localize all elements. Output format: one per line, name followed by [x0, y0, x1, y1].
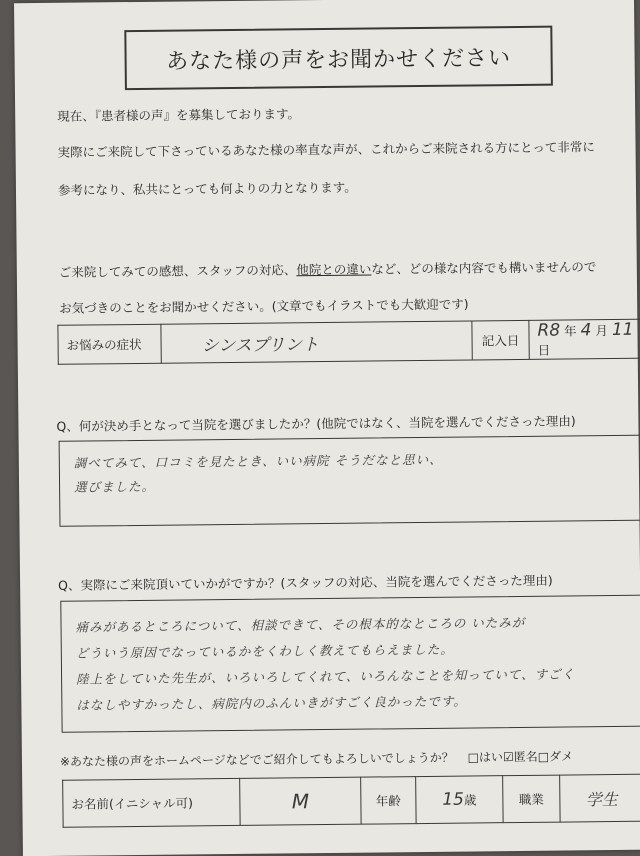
date-day: 11: [611, 319, 634, 341]
answer-2-line-1: 痛みがあるところについて、相談できて、その根本的なところの いたみが: [75, 614, 526, 635]
request-line-1: [59, 257, 597, 281]
request-underlined: 他院との違い: [296, 261, 372, 278]
name-value[interactable]: M: [240, 777, 361, 825]
consent-anon-checkbox[interactable]: ☑匿名: [502, 749, 538, 765]
symptom-date-row: [57, 319, 640, 365]
intro-line-1: 現在、『患者様の声』を募集しております。: [57, 106, 301, 124]
intro-line-2: 実際にご来院して下さっているあなた様の率直な声が、これからご来院される方にとって非常に: [57, 139, 595, 160]
consent-line: [60, 747, 573, 769]
date-day-unit: 日: [537, 342, 551, 358]
answer-1-line-2: 選びました。: [74, 478, 156, 495]
question-2: Q、実際にご来院頂いていかがですか？(スタッフの対応、当院を選んでくださった理由): [58, 572, 553, 593]
symptom-value[interactable]: シンスプリント: [161, 321, 472, 363]
survey-sheet: [14, 0, 640, 856]
job-value[interactable]: 学生: [560, 774, 640, 822]
date-era: R8: [537, 320, 561, 341]
date-label: 記入日: [472, 320, 529, 360]
consent-question: ※あなた様の声をホームページなどでご紹介してもよろしいでしょうか？: [59, 750, 454, 769]
answer-2-line-3: 陸上をしていた先生が、いろいろしてくれて、いろんなことを知っていて、すごく: [76, 666, 576, 687]
age-unit: 歳: [463, 792, 477, 808]
answer-2-box[interactable]: [60, 595, 640, 733]
intro-line-3: 参考になり、私共にとっても何よりの力となります。: [57, 179, 357, 198]
job-label: 職業: [503, 775, 560, 823]
age-value[interactable]: [416, 776, 503, 824]
date-month-unit: 月: [595, 323, 609, 339]
answer-1-box[interactable]: [59, 435, 640, 527]
age-number: 15: [442, 789, 465, 810]
date-month: 4: [580, 320, 592, 341]
date-year-unit: 年: [564, 323, 577, 339]
consent-yes-checkbox[interactable]: □はい: [467, 750, 504, 765]
answer-2-line-4: はなしやすかったし、病院内のふんいきがすごく良かったです。: [76, 693, 467, 713]
request-line-2: お気づきのことをお聞かせください。(文章でもイラストでも大歓迎です): [59, 296, 469, 316]
page-title: あなた様の声をお聞かせください: [124, 26, 553, 90]
name-label: お名前(イニシャル可): [63, 778, 240, 827]
request-text-b: など、どの様な内容でも構いませんので: [371, 259, 597, 277]
answer-1-line-1: 調べてみて、口コミを見たとき、いい病院 そうだなと思い、: [73, 451, 443, 471]
answer-2-line-2: どういう原因でなっているかをくわしく教えてもらえました。: [75, 641, 454, 661]
request-text-a: ご来院してみての感想、スタッフの対応、: [58, 262, 297, 280]
age-label: 年齢: [361, 777, 416, 825]
name-age-job-row: [62, 774, 640, 828]
symptom-label: お悩みの症状: [58, 324, 161, 364]
date-value[interactable]: [529, 319, 640, 359]
consent-no-checkbox[interactable]: □ダメ: [537, 749, 574, 764]
question-1: Q、何が決め手となって当院を選びましたか？(他院ではなく、当院を選んでくださった理由): [56, 413, 576, 434]
